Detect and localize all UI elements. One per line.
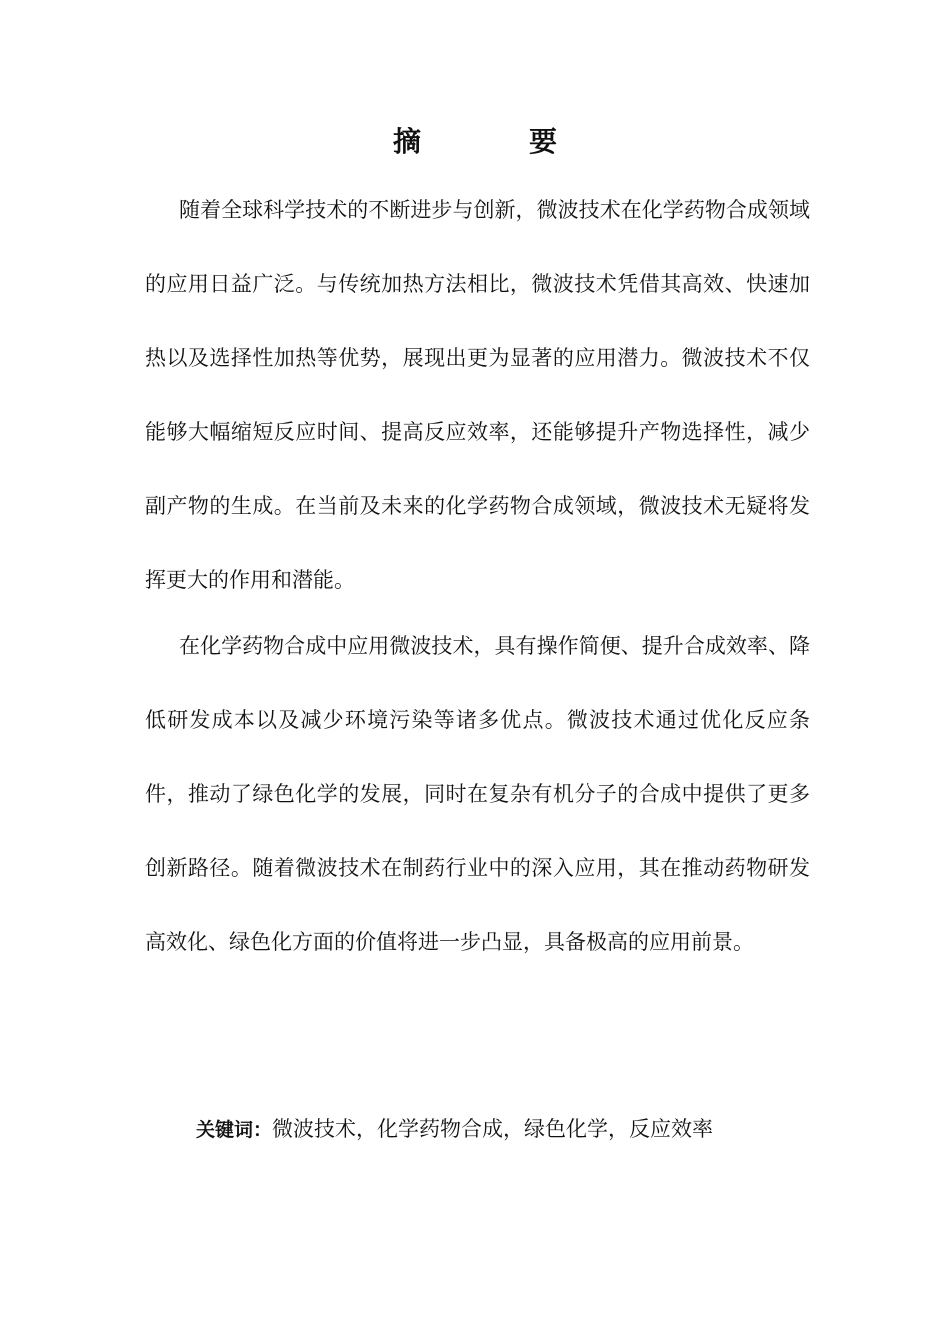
keywords-line bbox=[196, 1109, 816, 1150]
page-title: 摘 要 bbox=[392, 125, 597, 158]
abstract-paragraph-2: 在化学药物合成中应用微波技术，具有操作简便、提升合成效率、降低研发成本以及减少环境污染等诸多优点。微波技术通过优化反应条件，推动了绿色化学的发展，同时在复杂有机分子的合成中提供了更多创新路径。随着微波技术在制药行业中的深入应用，其在推动药物研发高效化、绿色化方面的价值将进一步凸显，具备极高的应用前景。 bbox=[145, 634, 810, 954]
abstract-paragraph-1: 随着全球科学技术的不断进步与创新，微波技术在化学药物合成领域的应用日益广泛。与传统加热方法相比，微波技术凭借其高效、快速加热以及选择性加热等优势，展现出更为显著的应用潜力。微波技术不仅能够大幅缩短反应时间、提高反应效率，还能够提升产物选择性，减少副产物的生成。在当前及未来的化学药物合成领域，微波技术无疑将发挥更大的作用和潜能。 bbox=[145, 198, 810, 592]
keywords-label: 关键词： bbox=[196, 1119, 273, 1141]
keywords-text: 微波技术，化学药物合成，绿色化学，反应效率 bbox=[272, 1117, 714, 1141]
